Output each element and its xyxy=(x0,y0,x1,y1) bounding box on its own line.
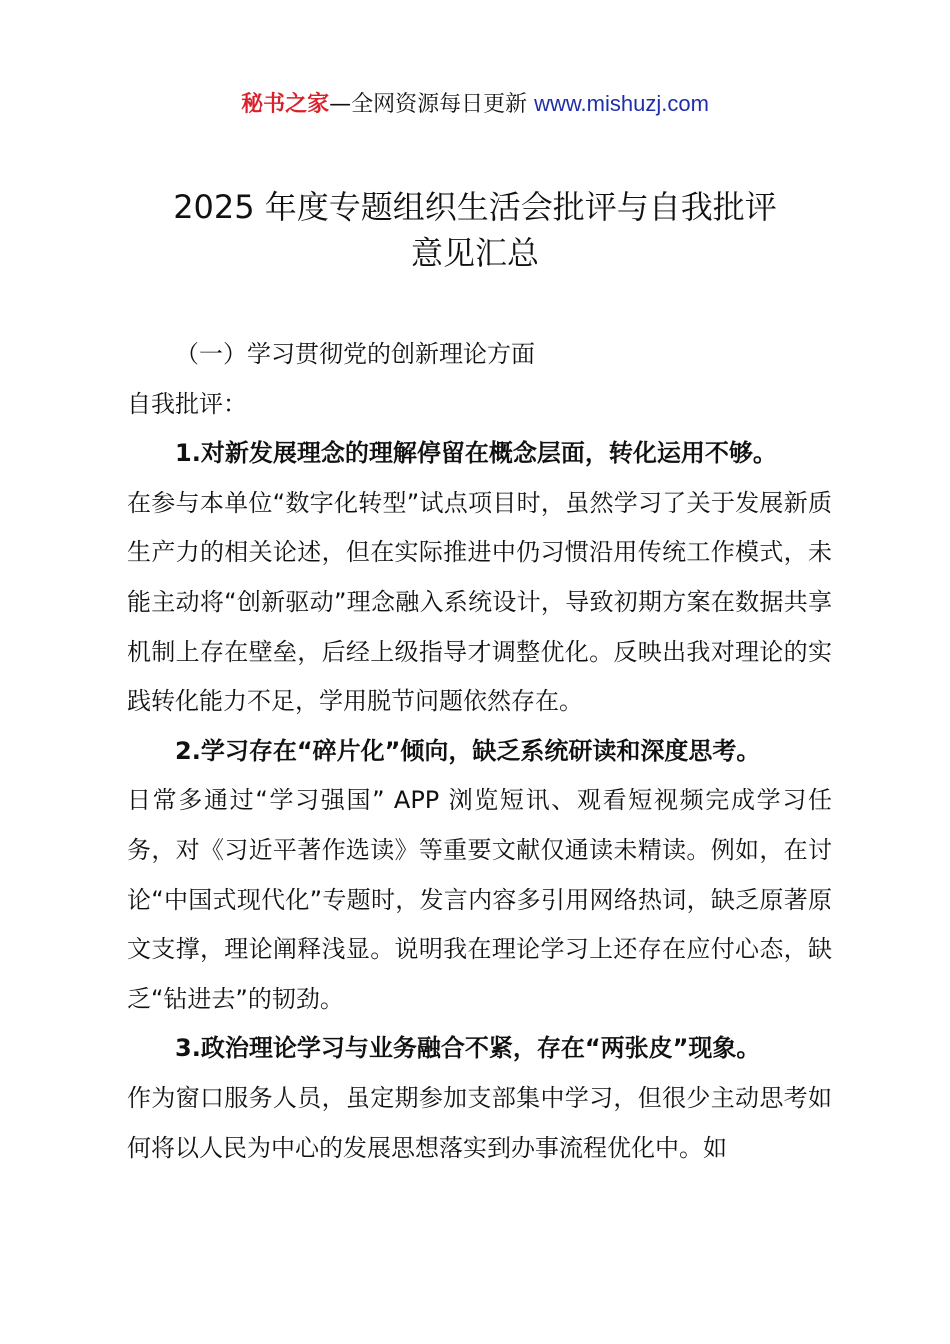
section-heading: （一）学习贯彻党的创新理论方面 xyxy=(175,340,535,368)
item-1-body: 在参与本单位“数字化转型”试点项目时，虽然学习了关于发展新质生产力的相关论述，但在实际推进中仍习惯沿用传统工作模式，未能主动将“创新驱动”理念融入系统设计，导致初期方案在数据共享机制上存在壁垒，后经上级指导才调整优化。反映出我对理论的实践转化能力不足，学用脱节问题依然存在。 xyxy=(127,488,832,716)
title-line-2: 意见汇总 xyxy=(410,234,539,272)
criticism-item-3 xyxy=(127,1024,832,1173)
item-3-body: 作为窗口服务人员，虽定期参加支部集中学习，但很少主动思考如何将以人民为中心的发展思想落实到办事流程优化中。如 xyxy=(127,1083,832,1162)
criticism-item-1 xyxy=(127,429,832,727)
site-url-link[interactable]: www.mishuzj.com xyxy=(534,91,709,116)
item-3-title: 3.政治理论学习与业务融合不紧，存在“两张皮”现象。 xyxy=(175,1034,761,1063)
document-title xyxy=(60,184,890,276)
document-body xyxy=(127,330,832,1173)
title-line-1: 2025 年度专题组织生活会批评与自我批评 xyxy=(173,188,777,226)
item-1-title: 1.对新发展理念的理解停留在概念层面，转化运用不够。 xyxy=(175,439,777,468)
self-criticism-label: 自我批评： xyxy=(127,389,247,418)
criticism-item-2 xyxy=(127,727,832,1025)
site-slogan: —全网资源每日更新 xyxy=(329,92,535,117)
item-2-body: 日常多通过“学习强国” APP 浏览短讯、观看短视频完成学习任务，对《习近平著作选读》等重要文献仅通读未精读。例如，在讨论“中国式现代化”专题时，发言内容多引用网络热词，缺乏原著原文支撑，理论阐释浅显。说明我在理论学习上还存在应付心态，缺乏“钻进去”的韧劲。 xyxy=(127,786,832,1013)
site-header xyxy=(0,86,950,123)
item-2-title: 2.学习存在“碎片化”倾向，缺乏系统研读和深度思考。 xyxy=(175,736,761,765)
site-name: 秘书之家 xyxy=(241,92,330,117)
